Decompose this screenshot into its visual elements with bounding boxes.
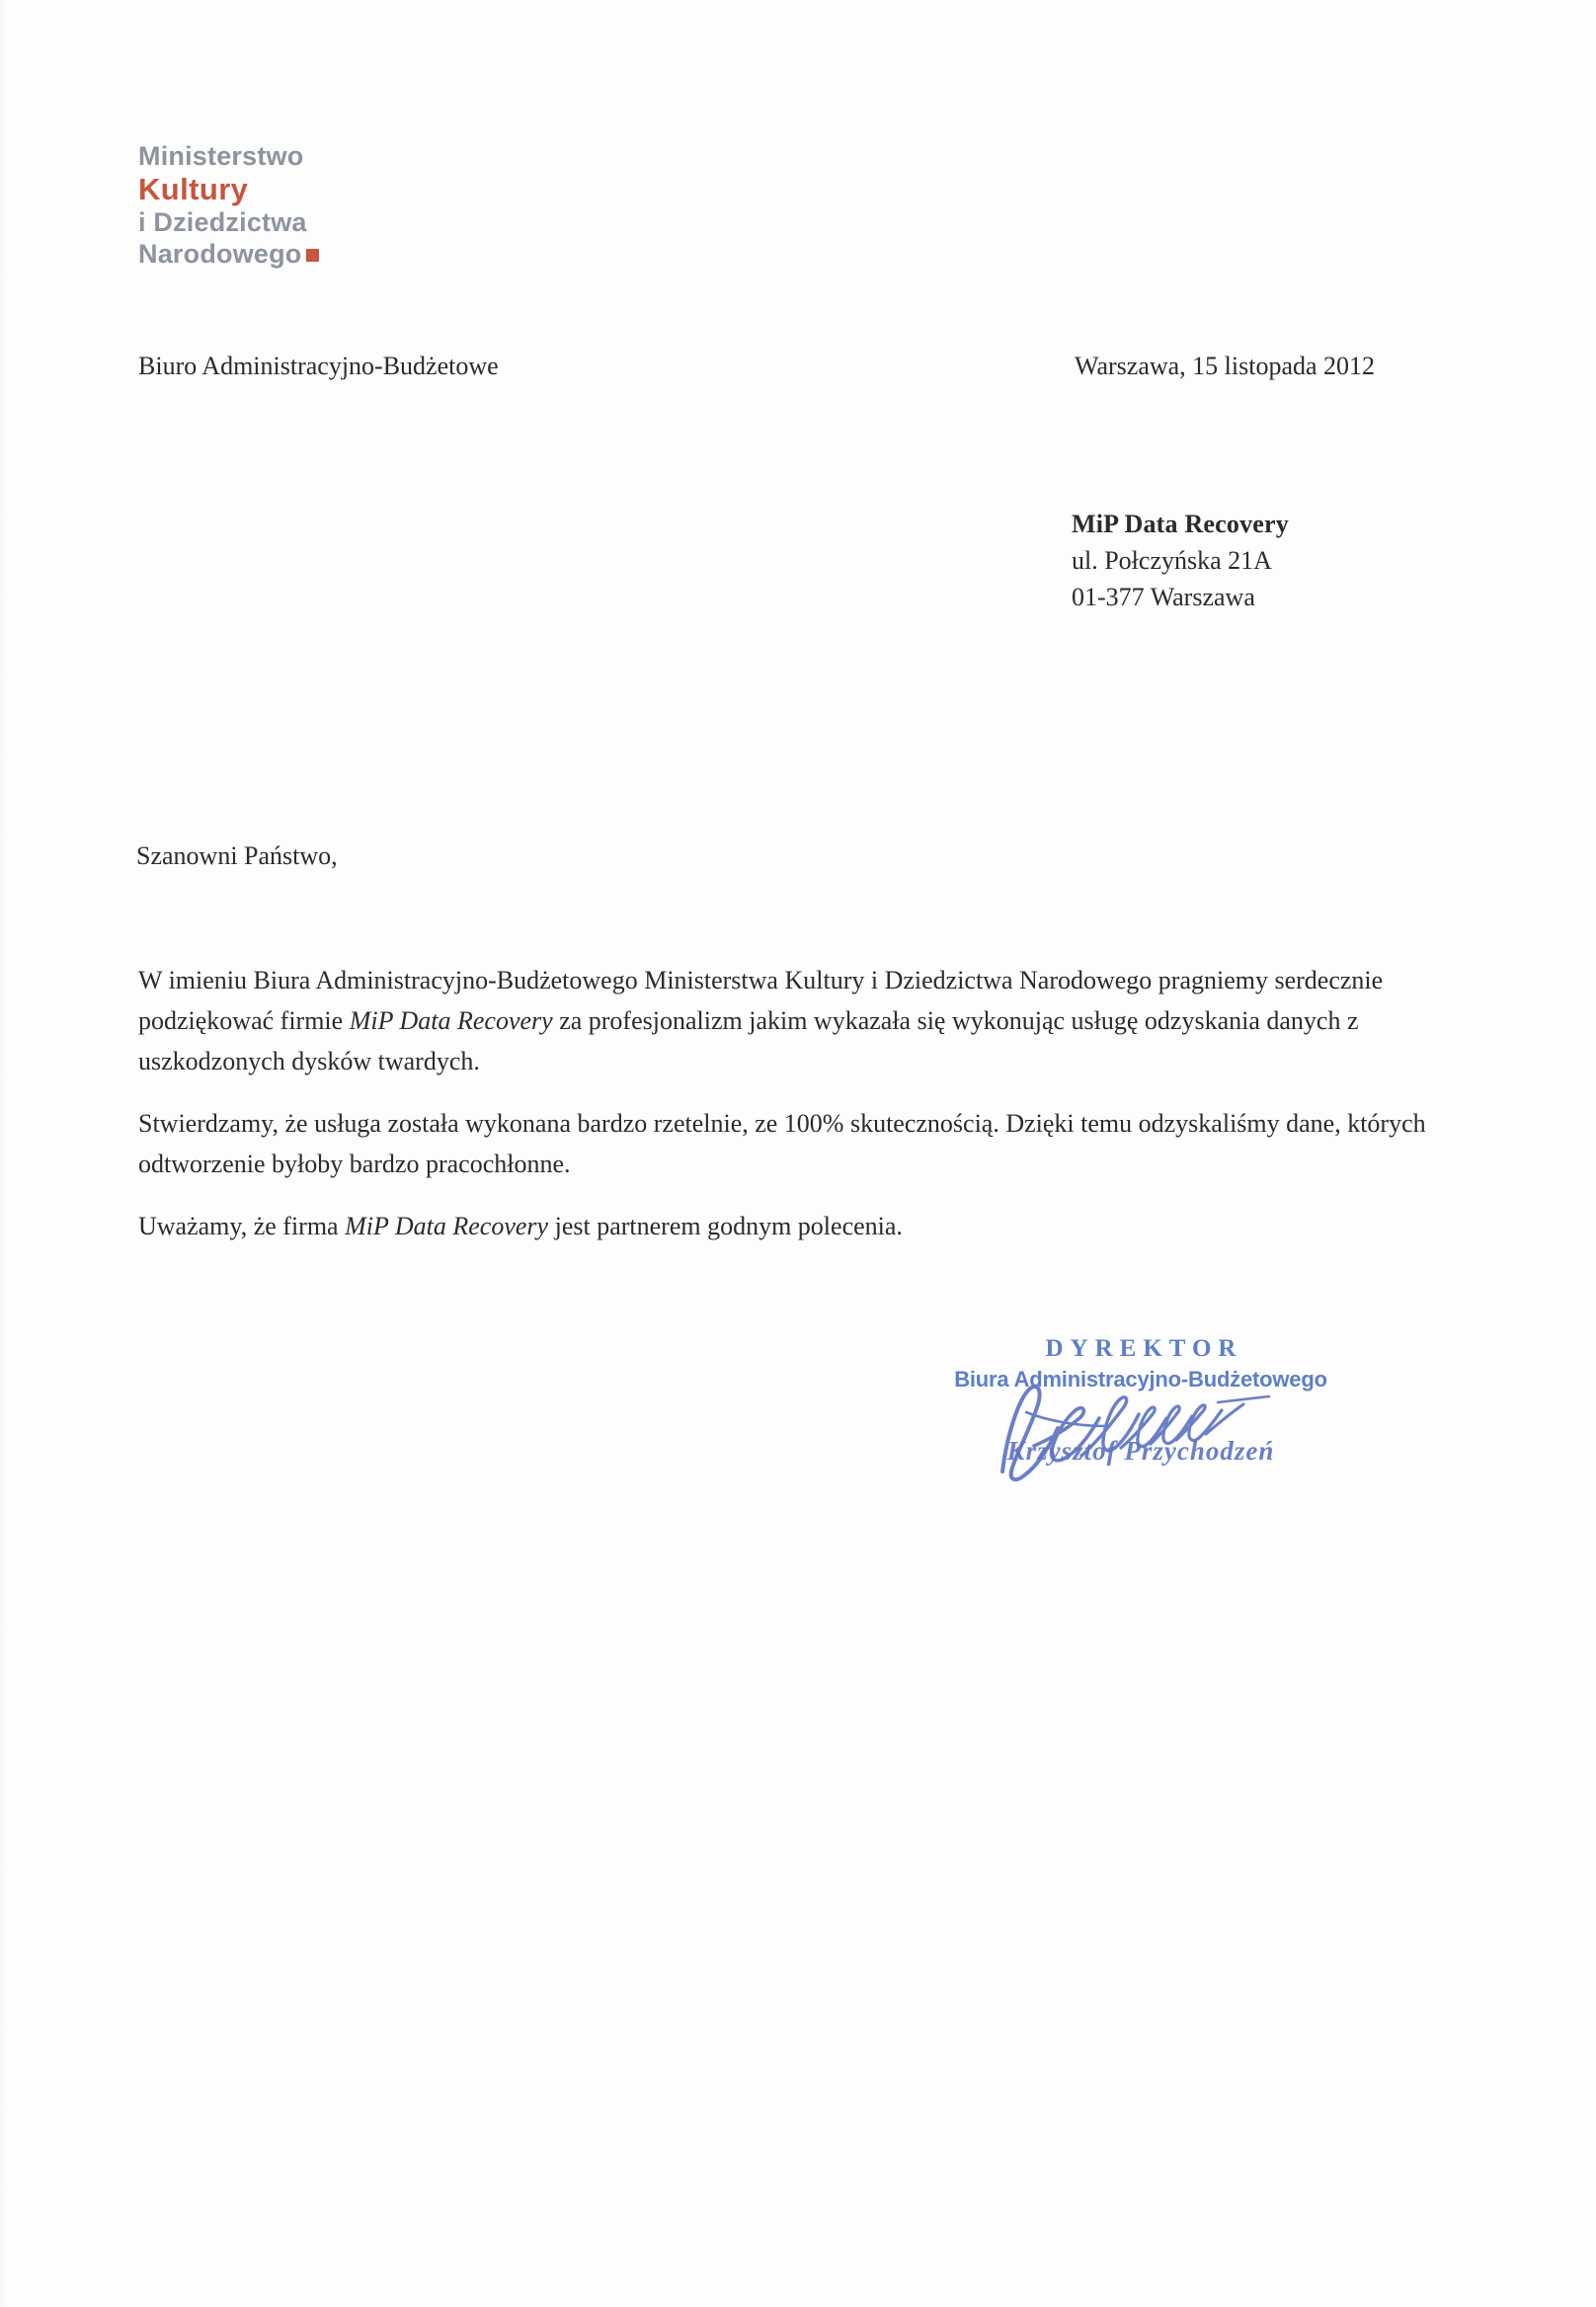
logo-red-square-icon [306, 249, 319, 262]
body-paragraph-3 [138, 1206, 1442, 1246]
salutation: Szanowni Państwo, [136, 841, 338, 870]
logo-line-dziedzictwa: i Dziedzictwa [138, 207, 307, 238]
logo-line-ministerstwo: Ministerstwo [138, 141, 304, 171]
letter-body [138, 960, 1442, 1246]
signature-stamp-block [943, 1335, 1338, 1467]
p1-company-name: MiP Data Recovery [349, 1006, 553, 1036]
signatory-name: Krzysztof Przychodzeń [1006, 1436, 1275, 1466]
recipient-city: 01-377 Warszawa [1072, 582, 1255, 611]
body-paragraph-2: Stwierdzamy, że usługa została wykonana bardzo rzetelnie, ze 100% skutecznością. Dzięki temu odzyskaliśmy dane, których odtworzenie byłoby bardzo pracochłonne. [138, 1109, 1426, 1179]
stamp-subtitle: Biura Administracyjno-Budżetowego [954, 1367, 1327, 1392]
scan-edge-artifact [0, 0, 10, 2307]
ministry-logo [138, 141, 319, 270]
p3-company-name: MiP Data Recovery [345, 1212, 549, 1241]
department-line: Biuro Administracyjno-Budżetowe [138, 352, 499, 380]
logo-line-kultury: Kultury [138, 172, 249, 207]
place-date-line: Warszawa, 15 listopada 2012 [1075, 352, 1376, 380]
stamp-title: DYREKTOR [1045, 1335, 1243, 1362]
p1-text-before: W imieniu Biura Administracyjno-Budżetowego Ministerstwa Kultury i Dziedzictwa Narodowego pragniemy serdecznie podziękować firmie [138, 966, 1384, 1036]
body-paragraph-1 [138, 960, 1442, 1081]
logo-line-narodowego [138, 239, 319, 270]
recipient-street: ul. Połczyńska 21A [1072, 545, 1272, 575]
p3-text-after: jest partnerem godnym polecenia. [548, 1212, 903, 1241]
recipient-name: MiP Data Recovery [1072, 510, 1289, 538]
recipient-block [1072, 507, 1289, 616]
logo-line-narodowego-text: Narodowego [138, 238, 302, 269]
p3-text-before: Uważamy, że firma [138, 1212, 346, 1241]
p1-text-after: za profesjonalizm jakim wykazała się wykonując usługę odzyskania danych z uszkodzonych dysków twardych. [138, 1006, 1359, 1076]
